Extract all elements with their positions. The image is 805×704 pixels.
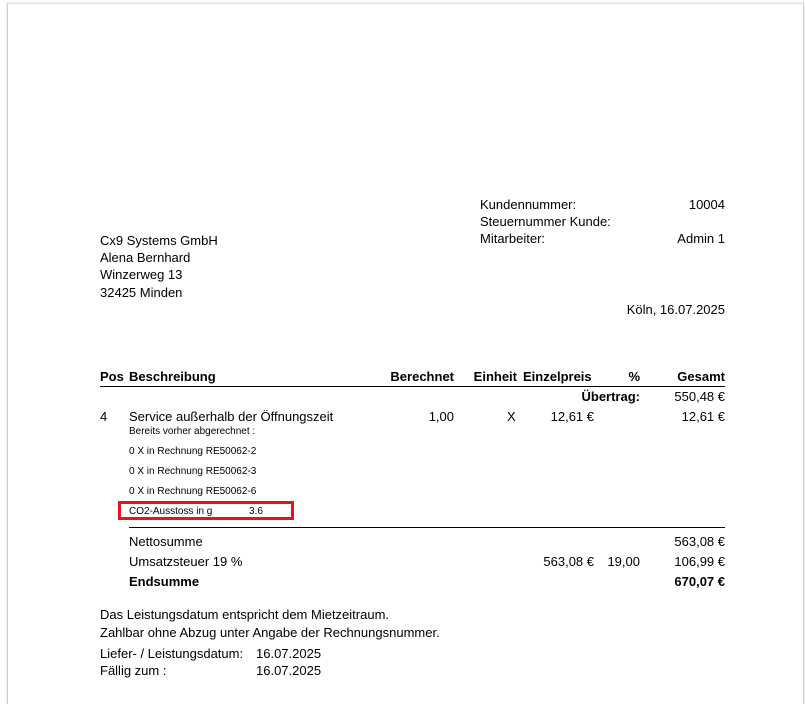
previous-invoice-3: 0 X in Rechnung RE50062-6: [129, 486, 257, 497]
place-date: Köln, 16.07.2025: [626, 302, 725, 317]
item-unit: X: [507, 409, 516, 424]
employee-label: Mitarbeiter:: [480, 231, 546, 246]
header-total: Gesamt: [677, 369, 725, 384]
item-note: Bereits vorher abgerechnet :: [129, 426, 256, 437]
co2-label: CO2-Ausstoss in g: [129, 506, 213, 517]
previous-invoice-1: 0 X in Rechnung RE50062-2: [129, 446, 257, 457]
recipient-city: 32425 Minden: [100, 285, 183, 300]
header-pos: Pos: [100, 369, 124, 384]
item-pos: 4: [100, 409, 108, 424]
grand-total-label: Endsumme: [129, 574, 200, 589]
recipient-street: Winzerweg 13: [100, 267, 183, 282]
net-value: 563,08 €: [674, 534, 725, 549]
vat-rate: 19,00: [607, 554, 640, 569]
header-unit-price: Einzelpreis: [523, 369, 592, 384]
grand-total-value: 670,07 €: [674, 574, 725, 589]
header-billed: Berechnet: [390, 369, 454, 384]
customer-number-label: Kundennummer:: [480, 197, 577, 212]
previous-invoice-2: 0 X in Rechnung RE50062-3: [129, 466, 257, 477]
customer-number: 10004: [688, 197, 725, 212]
header-description: Beschreibung: [129, 369, 216, 384]
delivery-date: 16.07.2025: [256, 646, 322, 661]
carryover-value: 550,48 €: [674, 389, 725, 404]
recipient-company: Cx9 Systems GmbH: [100, 233, 218, 248]
co2-highlight-box: [118, 501, 294, 520]
vat-label: Umsatzsteuer 19 %: [129, 554, 243, 569]
item-description: Service außerhalb der Öffnungszeit: [129, 409, 334, 424]
tax-number-label: Steuernummer Kunde:: [480, 214, 611, 229]
vat-value: 106,99 €: [674, 554, 725, 569]
due-date: 16.07.2025: [256, 663, 322, 678]
header-percent: %: [628, 369, 640, 384]
delivery-date-label: Liefer- / Leistungsdatum:: [100, 646, 244, 661]
item-unit-price: 12,61 €: [550, 409, 594, 424]
header-unit: Einheit: [473, 369, 517, 384]
item-billed: 1,00: [428, 409, 454, 424]
due-date-label: Fällig zum :: [100, 663, 167, 678]
carryover-label: Übertrag:: [581, 389, 640, 404]
recipient-person: Alena Bernhard: [100, 250, 191, 265]
footer-line-2: Zahlbar ohne Abzug unter Angabe der Rechnungsnummer.: [100, 625, 440, 640]
vat-base: 563,08 €: [543, 554, 594, 569]
header-underline: [100, 386, 725, 387]
co2-value: 3.6: [249, 506, 263, 517]
employee: Admin 1: [677, 231, 725, 246]
net-label: Nettosumme: [129, 534, 203, 549]
totals-separator: [129, 527, 725, 528]
document-page: [7, 3, 804, 704]
item-total: 12,61 €: [681, 409, 725, 424]
footer-line-1: Das Leistungsdatum entspricht dem Mietzeitraum.: [100, 607, 390, 622]
